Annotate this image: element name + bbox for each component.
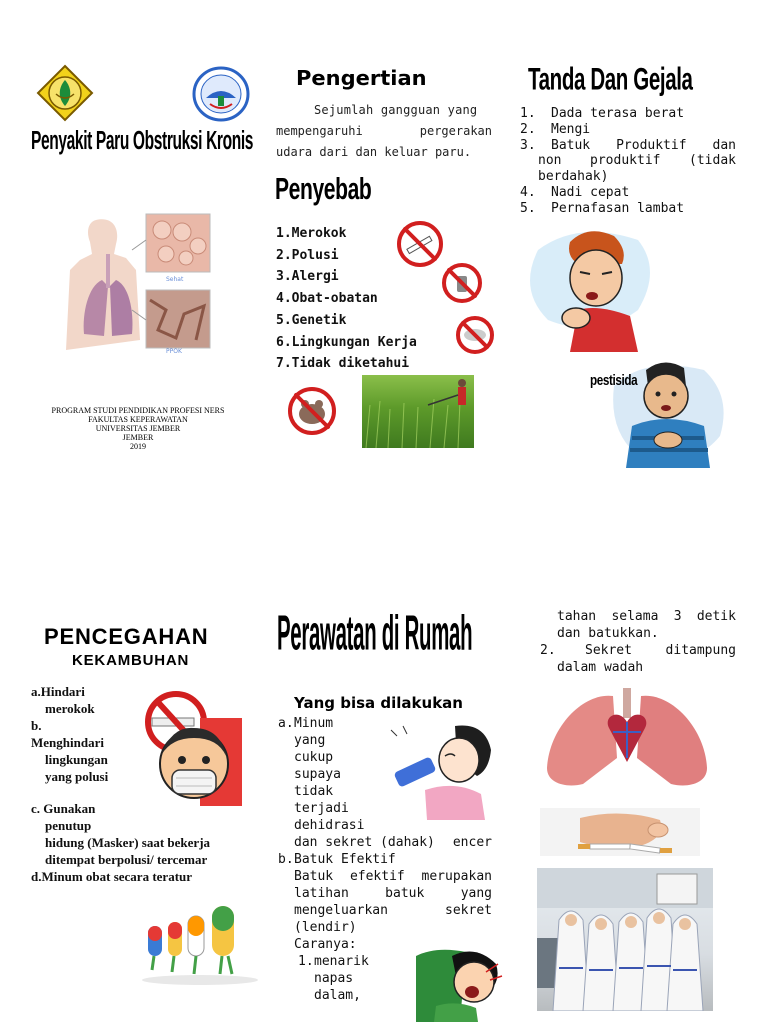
institution-line: JEMBER (122, 433, 154, 442)
definition-text (276, 100, 492, 163)
home-care-subheading: Yang bisa dilakukan (294, 694, 463, 712)
prevention-line: penutup (45, 818, 92, 834)
coughing-man-image (518, 220, 662, 352)
definition-line: Sejumlah gangguan yang (314, 103, 478, 117)
definition-word: pergerakan (419, 124, 492, 138)
symptom-item: 5. Pernafasan lambat (520, 200, 685, 216)
home-care-heading: Perawatan di Rumah (277, 606, 473, 662)
masked-kid-image (138, 686, 244, 808)
effective-cough-image (416, 946, 504, 1022)
care-line: yang (294, 733, 326, 748)
drinking-water-image (385, 720, 495, 820)
definition-heading: Pengertian (296, 66, 427, 90)
steps-item: 2. Sekret ditampung (540, 643, 736, 658)
no-animal-icon (283, 386, 341, 436)
no-drug-icon (450, 315, 500, 355)
steps-line: dan batukkan. (557, 626, 659, 641)
lung-comparison-image (66, 210, 222, 356)
symptom-item: 1. Dada terasa berat (520, 106, 685, 121)
symptom-item: 2. Mengi (520, 121, 591, 137)
institution-block (28, 406, 248, 451)
care-item-b: b. Batuk Efektif (278, 852, 396, 867)
definition-line (276, 121, 492, 142)
nurses-group-photo (537, 868, 713, 1011)
cause-item: 2.Polusi (276, 247, 339, 263)
pesticide-field-photo (362, 375, 474, 448)
institution-line: PROGRAM STUDI PENDIDIKAN PROFESI NERS (51, 406, 225, 415)
care-step-line: napas (314, 971, 354, 986)
care-line: latihan batuk yang (294, 886, 492, 901)
cause-item: 1.Merokok (276, 226, 347, 241)
institution-line: FAKULTAS KEPERAWATAN (88, 415, 188, 424)
symptom-item-continued: berdahak) (538, 169, 609, 185)
care-line: supaya (294, 767, 341, 782)
care-line: Caranya: (294, 937, 357, 952)
definition-line: udara dari dan keluar paru. (276, 145, 472, 159)
symptom-item: 4. Nadi cepat (520, 184, 630, 200)
care-line: dan sekret (dahak) encer (294, 835, 492, 850)
no-spray-icon (444, 265, 480, 301)
cause-item: 6.Lingkungan Kerja (276, 334, 417, 350)
symptoms-heading: Tanda Dan Gejala (528, 62, 693, 97)
care-line: dehidrasi (294, 818, 365, 833)
cover-title: Penyakit Paru Obstruksi Kronis (31, 127, 254, 156)
pesticide-label: pestisida (590, 372, 638, 389)
care-line: tidak (294, 784, 334, 799)
care-line: mengeluarkan sekret (294, 903, 492, 918)
care-item-a: a. Minum (278, 716, 334, 731)
disease-label: PPOK (166, 348, 182, 355)
prevention-line: d.Minum obat secara teratur (31, 869, 193, 885)
steps-line: tahan selama 3 detik (557, 609, 736, 624)
cause-item: 4.Obat-obatan (276, 291, 378, 307)
cough-steps-text (540, 608, 736, 676)
nursing-faculty-logo-icon (192, 66, 250, 122)
symptoms-list (520, 106, 736, 217)
university-logo-icon (36, 64, 94, 122)
causes-heading: Penyebab (275, 172, 372, 206)
prevention-line: b. (31, 717, 42, 733)
cause-item: 3.Alergi (276, 269, 339, 285)
symptom-item-continued: non produktif (tidak (538, 153, 736, 169)
prevention-heading: PENCEGAHAN (44, 624, 209, 649)
broken-cigarette-image (540, 808, 700, 856)
care-line: terjadi (294, 801, 349, 816)
symptom-item: 3. Batuk Produktif dan (520, 137, 736, 153)
prevention-line: c. Gunakan (31, 801, 96, 817)
medicine-capsules-image (140, 902, 262, 986)
care-step: 1. menarik (298, 954, 369, 969)
care-step-line: dalam, (314, 988, 361, 1003)
no-smoking-icon (396, 220, 444, 268)
prevention-line: ditempat berpolusi/ tercemar (45, 852, 208, 868)
definition-word: mempengaruhi (276, 124, 363, 138)
care-line: (lendir) (294, 920, 357, 935)
institution-line: UNIVERSITAS JEMBER (95, 424, 181, 433)
institution-line: 2019 (130, 442, 146, 451)
prevention-line: lingkungan (45, 751, 108, 767)
prevention-line: Menghindari (31, 734, 104, 750)
prevention-line: a.Hindari (31, 684, 85, 699)
steps-line: dalam wadah (557, 660, 644, 675)
lungs-heart-image (543, 688, 711, 792)
cause-item: 7.Tidak diketahui (276, 356, 410, 372)
care-line: Batuk efektif merupakan (294, 869, 492, 884)
prevention-line: hidung (Masker) saat bekerja (45, 835, 211, 851)
prevention-line: yang polusi (45, 768, 109, 784)
care-line: cukup (294, 750, 334, 765)
cause-item: 5.Genetik (276, 312, 347, 328)
prevention-line: merokok (45, 700, 95, 716)
prevention-subheading: KEKAMBUHAN (72, 652, 190, 669)
healthy-label: Sehat (166, 276, 184, 283)
